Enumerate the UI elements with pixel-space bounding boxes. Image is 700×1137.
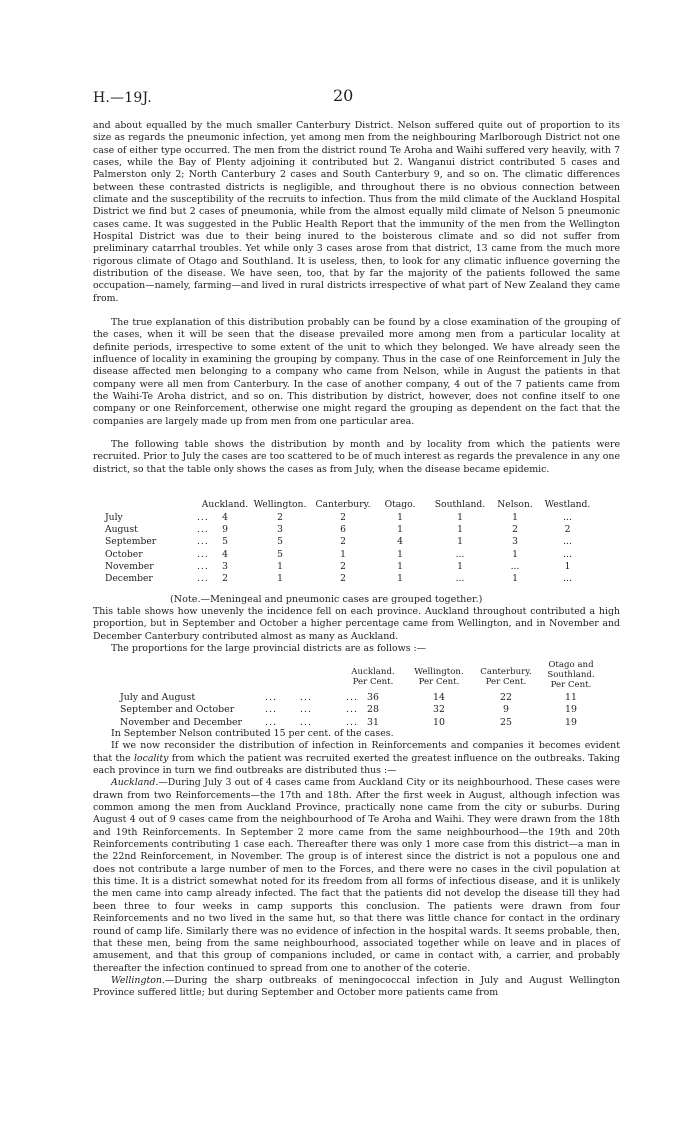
paragraph-text: The following table shows the distribution by month and by locality from which the patients were recruited. Prior to July the cases are too scattered to be of much interest as regards the prevalence in any one district, so that the table only shows the cases as from July, when the disease became epidemic. <box>93 439 620 475</box>
leader-dots: ... <box>300 704 312 716</box>
paragraph-text: The true explanation of this distribution probably can be found by a close examination of the grouping of the cases, when it will be seen that the disease prevailed more among men from a particular locality at definite periods, irrespective to some extent of the unit to which they belonged. We have already seen the influence of locality in examining the grouping by company. Thus in the case of one Reinforcement in July the disease affected men belonging to a company who came from Nelson, while in August the patients in that company were all men from Canterbury. In the case of another company, 4 out of the 7 patients came from the Waihi-Te Aroha district, and so on. This distribution by district, however, does not confine itself to one company or one Reinforcement, otherwise one might regard the grouping as dependent on the fact that the companies are largely made up from men from one particular area. <box>93 317 620 427</box>
table-cell: 1 <box>457 536 463 548</box>
table-cell: ... <box>455 572 465 584</box>
table-cell: 5 <box>222 536 228 548</box>
table-row <box>100 573 600 585</box>
table-cell: 1 <box>397 548 403 560</box>
column-header: Canterbury. Per Cent. <box>480 667 532 687</box>
column-header: Westland. <box>544 499 591 510</box>
table-cell: ... <box>563 536 572 548</box>
table-row <box>100 704 630 716</box>
column-header: Otago. <box>384 499 416 510</box>
table-cell: 6 <box>340 524 346 536</box>
table-row <box>100 692 630 704</box>
table-cell: 1 <box>340 548 346 560</box>
monthly-district-table <box>100 499 600 585</box>
table-cell: 36 <box>367 692 379 703</box>
paragraph-climate <box>93 120 620 305</box>
row-label: August <box>105 524 138 536</box>
page-number: 20 <box>333 86 354 105</box>
row-label: September and October <box>120 704 235 716</box>
column-header: Otago and Southland. Per Cent. <box>547 660 595 690</box>
table-cell: 1 <box>512 572 518 584</box>
leader-dots: ... <box>197 548 209 560</box>
column-header: Nelson. <box>497 499 533 510</box>
table-cell: 1 <box>564 560 571 572</box>
paragraph-text: and about equalled by the much smaller Canterbury District. Nelson suffered quite out of proportion to its size as regards the pneumonic infection, yet among men from the neighbouring Marlborough District not one case of either type occurred. The men from the district round Te Aroha and Waihi suffered very heavily, with 7 cases, while the Bay of Plenty adjoining it contributed but 2. Wanganui district contributed 5 cases and Palmerston only 2; North Canterbury 2 cases and South Canterbury 9, and so on. The climatic differences between these contrasted districts is negligible, and throughout there is no obvious connection between climate and the susceptibility of the recruits to infection. Thus from the mild climate of the Auckland Hospital District we find but 2 cases of pneumonia, while from the almost equally mild climate of Nelson 5 pneumonic cases came. It was suggested in the Public Health Report that the immunity of the men from the Wellington Hospital District was due to their being inured to the boisterous climate and so did not suffer from preliminary catarrhal troubles. Yet while only 3 cases arose from that district, 13 came from the much more rigorous climate of Otago and Southland. It is useless, then, to look for any climatic influence governing the distribution of the disease. We have seen, too, that by far the majority of the patients followed the same occupation—namely, farming—and lived in rural districts irrespective of what part of New Zealand they came from. <box>93 120 620 304</box>
table-cell: 2 <box>222 572 228 584</box>
table-cell: 2 <box>340 560 346 572</box>
table-cell: 14 <box>433 692 445 703</box>
table-cell: 2 <box>564 524 571 536</box>
leader-dots: ... <box>197 524 209 536</box>
leader-dots: ... <box>346 716 358 728</box>
table-cell: 19 <box>565 716 577 728</box>
table-cell: 1 <box>397 560 403 572</box>
leader-dots: ... <box>265 692 277 703</box>
row-label: July and August <box>120 692 196 703</box>
column-header: Auckland. <box>201 499 249 510</box>
table-cell: ... <box>563 572 572 584</box>
leader-dots: ... <box>197 536 209 548</box>
table-cell: 4 <box>222 512 228 523</box>
table-cell: 1 <box>277 572 283 584</box>
column-header: Wellington. <box>253 499 307 510</box>
table-cell: 2 <box>277 512 283 523</box>
table-cell: 4 <box>222 548 228 560</box>
column-header: Auckland. Per Cent. <box>351 667 395 687</box>
table-row <box>100 524 600 536</box>
table-cell: 3 <box>222 560 228 572</box>
table-cell: 28 <box>367 704 379 716</box>
table-cell: 1 <box>457 524 463 536</box>
table-cell: 1 <box>512 548 518 560</box>
row-label: November and December <box>120 716 242 728</box>
table-cell: 2 <box>340 536 346 548</box>
paragraph-outbreaks <box>93 728 620 1000</box>
table-body <box>100 512 600 585</box>
table-cell: 2 <box>512 524 518 536</box>
table-cell: 9 <box>503 704 509 716</box>
table-cell: 9 <box>222 524 228 536</box>
table-row <box>100 512 600 524</box>
table-cell: 5 <box>277 548 283 560</box>
table-cell: ... <box>563 512 572 523</box>
table-cell: 1 <box>457 512 463 523</box>
table-row <box>100 549 600 561</box>
table-cell: ... <box>455 548 465 560</box>
table-cell: 31 <box>367 716 379 728</box>
paragraph-text: Wellington.—During the sharp outbreaks of meningococcal infection in July and August Wellington Province suffered little; but during September and October more patients came from <box>93 974 620 999</box>
leader-dots: ... <box>346 692 358 703</box>
table-cell: 1 <box>457 560 463 572</box>
section-head-auckland: Auckland. <box>111 777 159 789</box>
column-header: Southland. <box>434 499 486 510</box>
table-note: (Note.—Meningeal and pneumonic cases are grouped together.) <box>170 594 483 605</box>
leader-dots: ... <box>197 560 209 572</box>
row-label: December <box>105 572 153 584</box>
leader-dots: ... <box>265 704 277 716</box>
table-cell: 2 <box>340 572 346 584</box>
row-label: July <box>105 512 123 523</box>
paragraph-text: Auckland.—During July 3 out of 4 cases came from Auckland City or its neighbourhood. These cases were drawn from two Reinforcements—the 17th and 18th. After the first week in August, although infection was common among the men from Auckland Province, practically none came from the city or suburbs. During August 4 out of 9 cases came from the neighbourhood of Te Aroha and Waihi. They were drawn from the 18th and 19th Reinforcements. In September 2 more came from the same neighbourhood—the 19th and 20th Reinforcements contributing 1 case each. Thereafter there was only 1 more case from this district—a man in the 22nd Reinforcement, in November. The group is of interest since the district is not a populous one and does not contribute a large number of men to the Forces, and there were no cases in the civil population at this time. It is a district somewhat noted for its freedom from all forms of infectious disease, and it is unlikely the men came into camp already infected. The fact that the patients did not develop the disease till they had been three to four weeks in camp supports this conclusion. The patients were drawn from four Reinforcements and no two lived in the same hut, so that there was little chance for contact in the ordinary round of camp life. Similarly there was no evidence of infection in the hospital wards. It seems probable, then, that these men, being from the same neighbourhood, associated together while on leave and in places of amusement, and that this group of companions included, or came in contact with, a carrier, and probably thereafter the infection continued to spread from one to another of the coterie. <box>93 777 620 974</box>
paragraph-text: The proportions for the large provincial districts are as follows :— <box>111 643 427 655</box>
paragraph-text: This table shows how unevenly the incidence fell on each province. Auckland throughout contributed a high proportion, but in September and October a higher percentage came from Wellington, and in November and December Canterbury contributed almost as many as Auckland. <box>93 606 620 642</box>
column-header: Wellington. Per Cent. <box>414 667 464 687</box>
section-head-wellington: Wellington. <box>111 974 165 986</box>
leader-dots: ... <box>300 692 312 703</box>
table-cell: 19 <box>565 704 577 716</box>
table-cell: 1 <box>397 572 403 584</box>
leader-dots: ... <box>197 512 209 523</box>
row-label: November <box>105 560 154 572</box>
table-cell: 10 <box>433 716 445 728</box>
row-label: September <box>105 536 157 548</box>
table-cell: 22 <box>500 692 512 703</box>
table-cell: 3 <box>512 536 518 548</box>
table-cell: 3 <box>277 524 283 536</box>
table-cell: 2 <box>340 512 346 523</box>
table-cell: 11 <box>565 692 577 703</box>
table-cell: ... <box>563 548 572 560</box>
paragraph-grouping <box>93 317 620 428</box>
table-body <box>100 692 630 729</box>
table-row <box>100 536 600 548</box>
table-cell: 1 <box>397 512 403 523</box>
table-cell: ... <box>510 560 520 572</box>
leader-dots: ... <box>265 716 277 728</box>
paragraph-table-intro <box>93 439 620 476</box>
table-cell: 25 <box>500 716 512 728</box>
column-header: Canterbury. <box>315 499 371 510</box>
table-row <box>100 561 600 573</box>
proportions-table <box>100 660 630 729</box>
document-code: H.—19J. <box>93 90 152 106</box>
paragraph-text: In September Nelson contributed 15 per cent. of the cases. <box>111 728 394 739</box>
table-header-row <box>100 660 630 692</box>
row-label: October <box>105 548 143 560</box>
paragraph-incidence <box>93 606 620 655</box>
table-cell: 4 <box>397 536 403 548</box>
leader-dots: ... <box>197 572 209 584</box>
paragraph-text: If we now reconsider the distribution of infection in Reinforcements and companies it becomes evident that the locality from which the patient was recruited exerted the greatest influence on the outbreaks. Taking each province in turn we find outbreaks are distributed thus :— <box>93 740 620 777</box>
emphasis-locality: locality <box>133 752 169 764</box>
table-cell: 1 <box>512 512 518 523</box>
table-cell: 1 <box>277 560 283 572</box>
table-cell: 32 <box>433 704 445 716</box>
table-cell: 5 <box>277 536 283 548</box>
table-header-row <box>100 499 600 512</box>
leader-dots: ... <box>346 704 358 716</box>
table-cell: 1 <box>397 524 403 536</box>
leader-dots: ... <box>300 716 312 728</box>
